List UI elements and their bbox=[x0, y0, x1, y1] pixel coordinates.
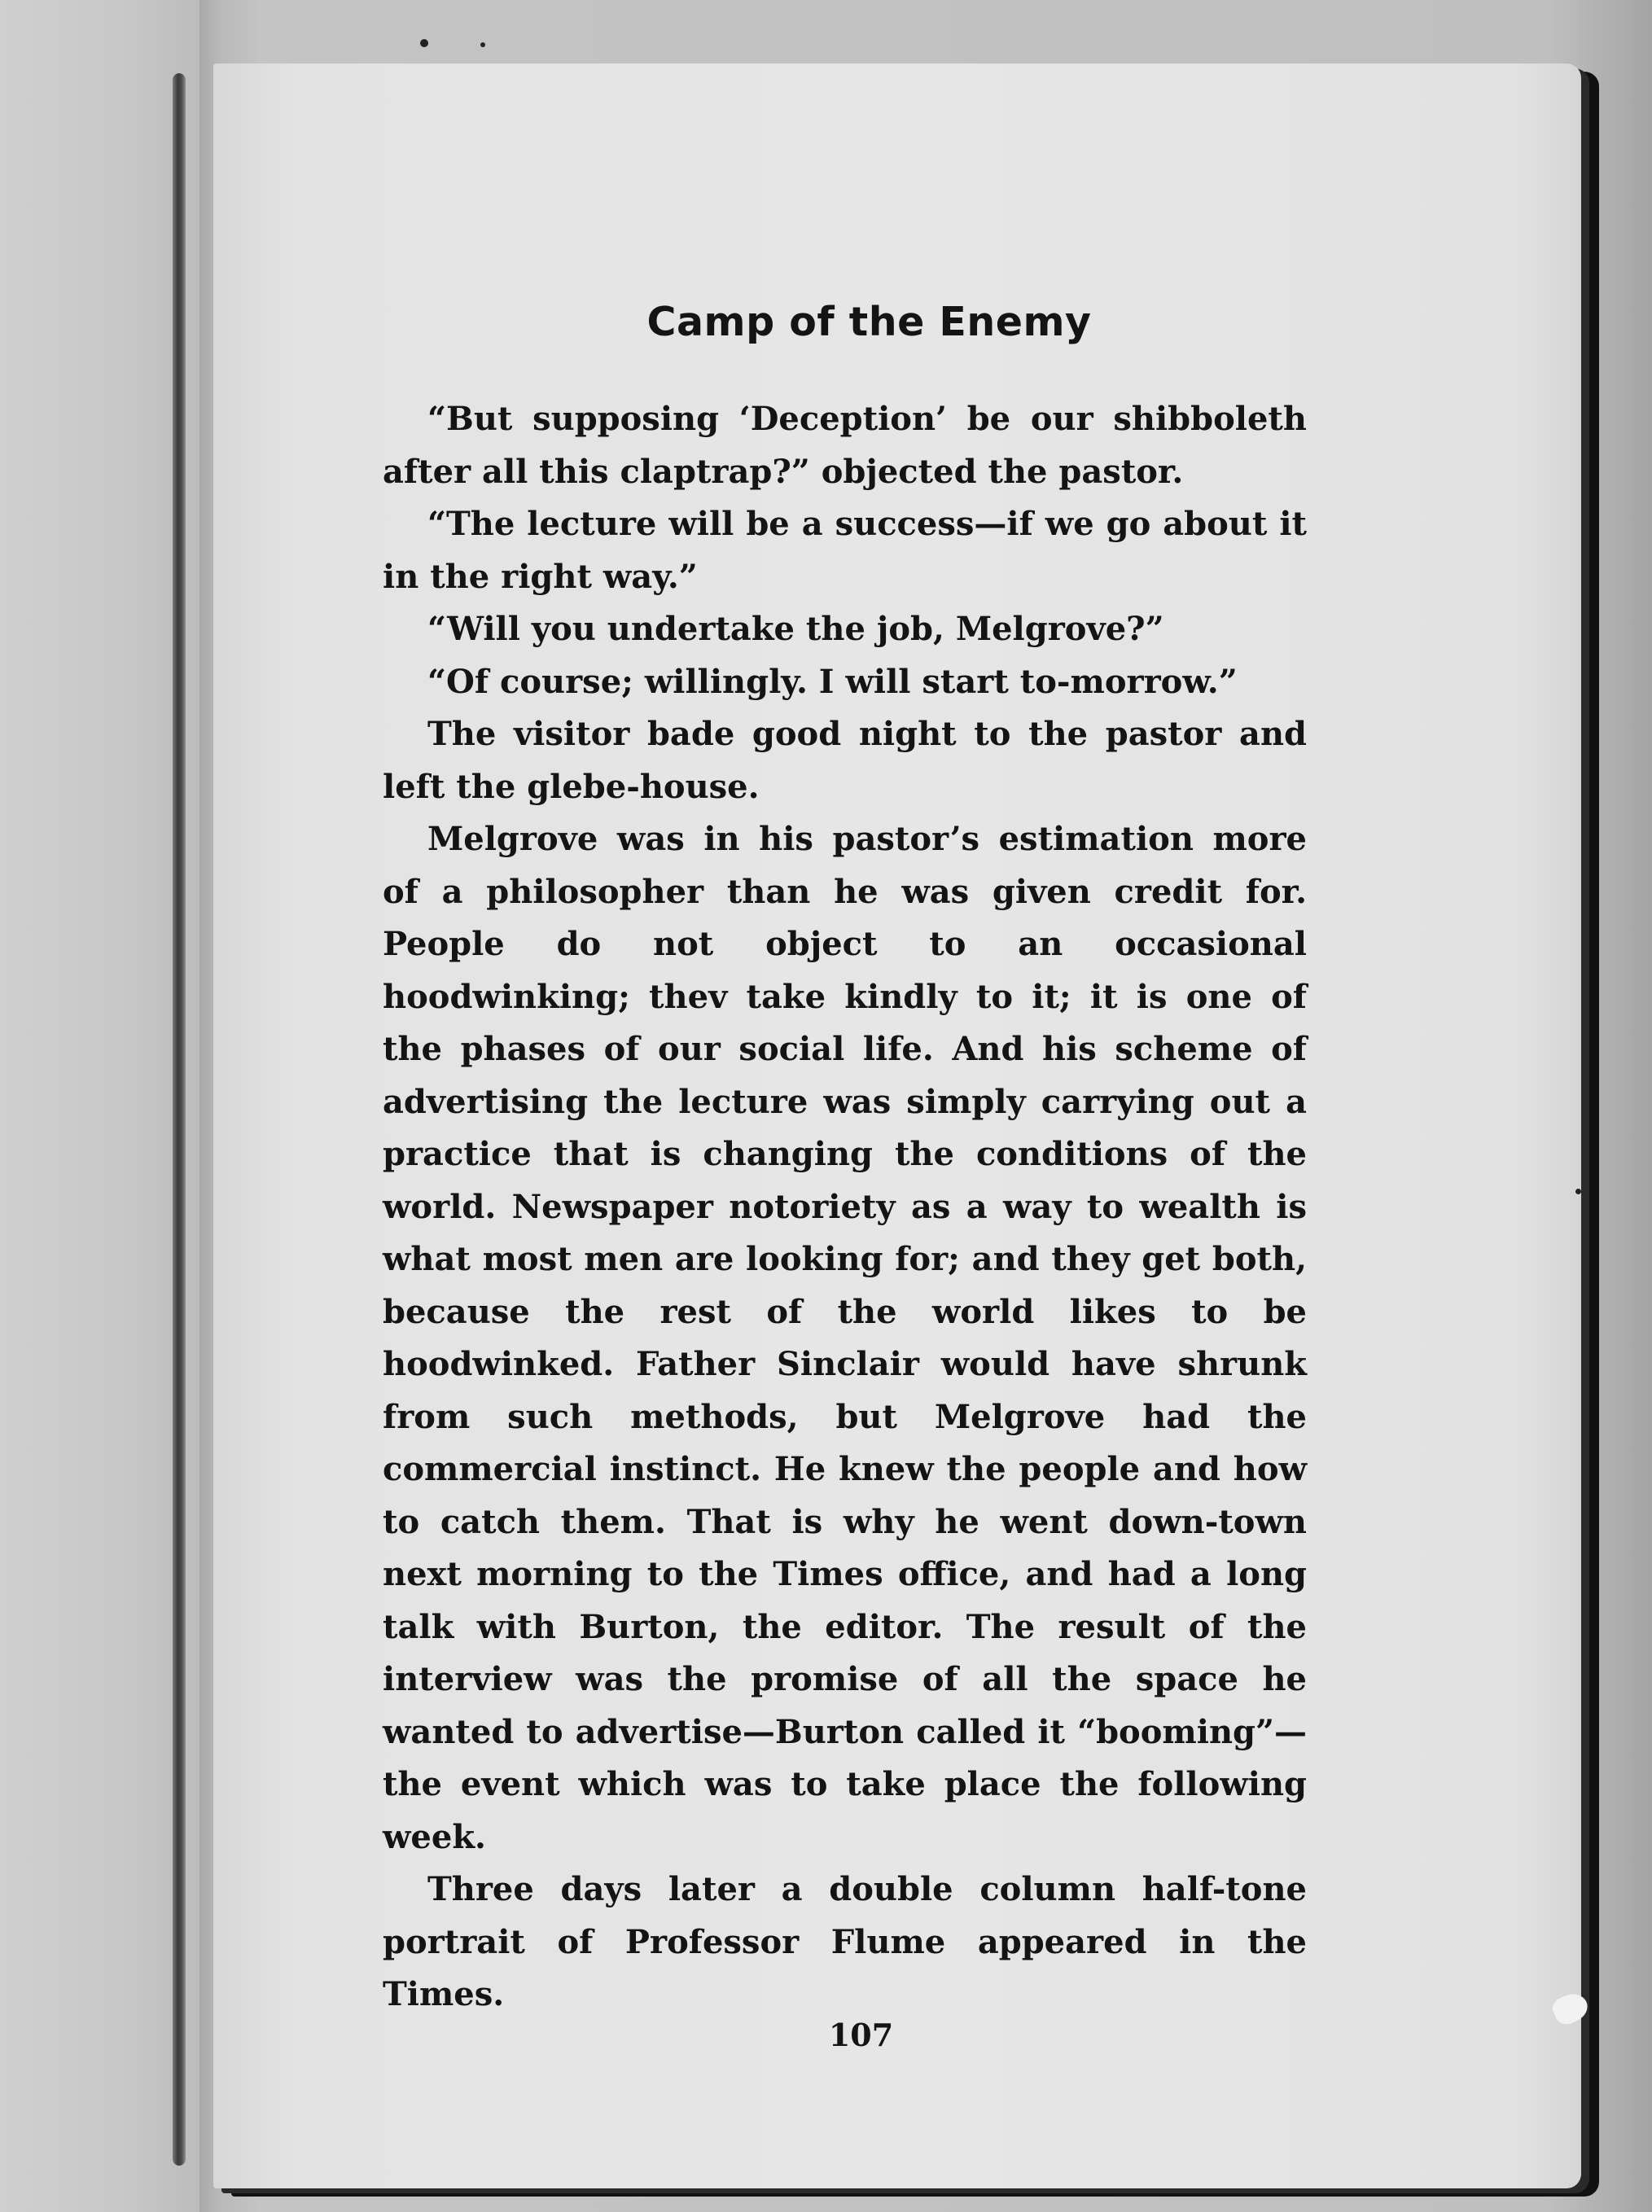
scan-speck bbox=[1575, 1189, 1581, 1194]
page-number: 107 bbox=[828, 2016, 894, 2053]
paragraph: Three days later a double column half-tone portrait of Professor Flume appeared in the Times. bbox=[383, 1870, 1307, 2013]
facing-page-edge bbox=[0, 0, 199, 2212]
scan-speck bbox=[480, 42, 485, 47]
paragraph: Melgrove was in his pastor’s estimation more of a philosopher than he was given credit for. People do not object to an occasional hoodwinking; thev take kindly to it; it is one of the phases of our social life. And his scheme of advertising the lecture was simply carrying out a practice that is changing the conditions of the world. Newspaper notoriety as a way to wealth is what most men are looking for; and they get both, because the rest of the world likes to be hoodwinked. Father Sinclair would have shrunk from such methods, but Melgrove had the commercial instinct. He knew the people and how to catch them. That is why he went down-town next morning to the Times office, and had a long talk with Burton, the editor. The result of the interview was the promise of all the space he wanted to advertise—Burton called it “booming”—the event which was to take place the following week. bbox=[383, 820, 1307, 1856]
page-text-block bbox=[383, 285, 1307, 2053]
paragraph: The visitor bade good night to the pastor and left the glebe-house. bbox=[383, 715, 1307, 806]
paragraph: “Of course; willingly. I will start to-morrow.” bbox=[427, 662, 1238, 701]
paragraph: “The lecture will be a success—if we go about it in the right way.” bbox=[383, 505, 1307, 596]
book-gutter bbox=[173, 73, 186, 2166]
paragraph: “But supposing ‘Deception’ be our shibboleth after all this claptrap?” objected the pastor. bbox=[383, 400, 1307, 491]
running-head: Camp of the Enemy bbox=[646, 299, 1092, 345]
scan-speck bbox=[420, 39, 428, 47]
paragraph: “Will you undertake the job, Melgrove?” bbox=[427, 610, 1164, 648]
